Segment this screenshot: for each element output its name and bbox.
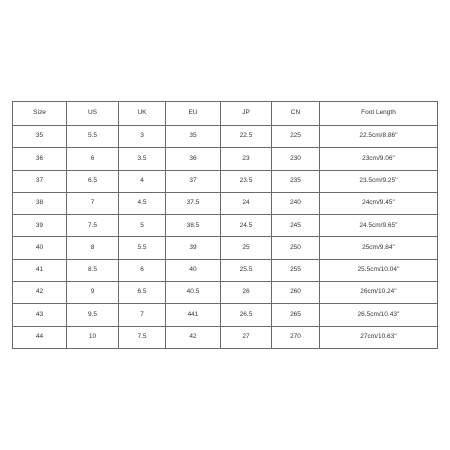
table-cell-cn: 235 bbox=[272, 170, 320, 192]
table-cell-jp: 25 bbox=[221, 237, 272, 259]
table-cell-eu: 35 bbox=[166, 126, 221, 148]
table-row bbox=[13, 237, 438, 259]
table-cell-jp: 26.5 bbox=[221, 304, 272, 326]
table-cell-uk: 3 bbox=[119, 126, 166, 148]
table-cell-eu: 40 bbox=[166, 259, 221, 281]
table-cell-jp: 24 bbox=[221, 192, 272, 214]
table-body bbox=[13, 126, 438, 349]
table-cell-foot-length: 25.5cm/10.04'' bbox=[320, 259, 438, 281]
table-cell-foot-length: 25cm/9.84'' bbox=[320, 237, 438, 259]
table-row bbox=[13, 304, 438, 326]
table-cell-foot-length: 26cm/10.24'' bbox=[320, 282, 438, 304]
table-cell-foot-length: 23.5cm/9.25'' bbox=[320, 170, 438, 192]
table-cell-cn: 240 bbox=[272, 192, 320, 214]
table-cell-uk: 5 bbox=[119, 215, 166, 237]
table-cell-eu: 37.5 bbox=[166, 192, 221, 214]
table-row bbox=[13, 148, 438, 170]
table-row bbox=[13, 170, 438, 192]
table-cell-us: 7 bbox=[67, 192, 119, 214]
table-cell-size: 37 bbox=[13, 170, 67, 192]
table-cell-uk: 4.5 bbox=[119, 192, 166, 214]
table-cell-jp: 26 bbox=[221, 282, 272, 304]
table-cell-cn: 250 bbox=[272, 237, 320, 259]
column-header-size: Size bbox=[13, 102, 67, 126]
table-cell-us: 6 bbox=[67, 148, 119, 170]
table-cell-us: 7.5 bbox=[67, 215, 119, 237]
table-cell-eu: 39 bbox=[166, 237, 221, 259]
table-cell-us: 9 bbox=[67, 282, 119, 304]
table-cell-uk: 6.5 bbox=[119, 282, 166, 304]
table-cell-eu: 441 bbox=[166, 304, 221, 326]
table-cell-eu: 36 bbox=[166, 148, 221, 170]
table-cell-uk: 5.5 bbox=[119, 237, 166, 259]
table-header-row bbox=[13, 102, 438, 126]
column-header-foot-length: Foot Length bbox=[320, 102, 438, 126]
table-cell-jp: 27 bbox=[221, 326, 272, 348]
table-cell-uk: 3.5 bbox=[119, 148, 166, 170]
table-cell-size: 38 bbox=[13, 192, 67, 214]
table-cell-cn: 245 bbox=[272, 215, 320, 237]
column-header-uk: UK bbox=[119, 102, 166, 126]
table-cell-eu: 42 bbox=[166, 326, 221, 348]
table-cell-foot-length: 24cm/9.45'' bbox=[320, 192, 438, 214]
table-cell-uk: 4 bbox=[119, 170, 166, 192]
table-cell-jp: 23 bbox=[221, 148, 272, 170]
column-header-cn: CN bbox=[272, 102, 320, 126]
table-row bbox=[13, 192, 438, 214]
table-cell-us: 8.5 bbox=[67, 259, 119, 281]
table-row bbox=[13, 215, 438, 237]
table-cell-eu: 40.5 bbox=[166, 282, 221, 304]
table-cell-size: 43 bbox=[13, 304, 67, 326]
table-cell-uk: 7.5 bbox=[119, 326, 166, 348]
table-row bbox=[13, 282, 438, 304]
table-cell-foot-length: 22.5cm/8.86'' bbox=[320, 126, 438, 148]
column-header-us: US bbox=[67, 102, 119, 126]
table-cell-foot-length: 27cm/10.63'' bbox=[320, 326, 438, 348]
column-header-eu: EU bbox=[166, 102, 221, 126]
table-cell-us: 10 bbox=[67, 326, 119, 348]
table-row bbox=[13, 126, 438, 148]
table-cell-cn: 265 bbox=[272, 304, 320, 326]
table-cell-foot-length: 24.5cm/9.65'' bbox=[320, 215, 438, 237]
table-cell-cn: 260 bbox=[272, 282, 320, 304]
table-cell-us: 8 bbox=[67, 237, 119, 259]
table-cell-size: 41 bbox=[13, 259, 67, 281]
table-cell-jp: 24.5 bbox=[221, 215, 272, 237]
table-cell-size: 40 bbox=[13, 237, 67, 259]
size-chart-table bbox=[12, 101, 438, 349]
table-cell-cn: 255 bbox=[272, 259, 320, 281]
table-cell-jp: 22.5 bbox=[221, 126, 272, 148]
table-row bbox=[13, 326, 438, 348]
table-cell-cn: 270 bbox=[272, 326, 320, 348]
table-cell-eu: 37 bbox=[166, 170, 221, 192]
table-cell-size: 44 bbox=[13, 326, 67, 348]
table-cell-jp: 23.5 bbox=[221, 170, 272, 192]
table-cell-us: 6.5 bbox=[67, 170, 119, 192]
table-cell-cn: 225 bbox=[272, 126, 320, 148]
table-cell-size: 42 bbox=[13, 282, 67, 304]
table-cell-us: 9.5 bbox=[67, 304, 119, 326]
table-cell-size: 35 bbox=[13, 126, 67, 148]
table-cell-uk: 6 bbox=[119, 259, 166, 281]
table-cell-foot-length: 26.5cm/10.43'' bbox=[320, 304, 438, 326]
table-cell-jp: 25.5 bbox=[221, 259, 272, 281]
column-header-jp: JP bbox=[221, 102, 272, 126]
table-row bbox=[13, 259, 438, 281]
table-cell-us: 5.5 bbox=[67, 126, 119, 148]
table-cell-cn: 230 bbox=[272, 148, 320, 170]
table-cell-size: 36 bbox=[13, 148, 67, 170]
table-cell-eu: 38.5 bbox=[166, 215, 221, 237]
table-cell-size: 39 bbox=[13, 215, 67, 237]
table-cell-uk: 7 bbox=[119, 304, 166, 326]
table-cell-foot-length: 23cm/9.06'' bbox=[320, 148, 438, 170]
